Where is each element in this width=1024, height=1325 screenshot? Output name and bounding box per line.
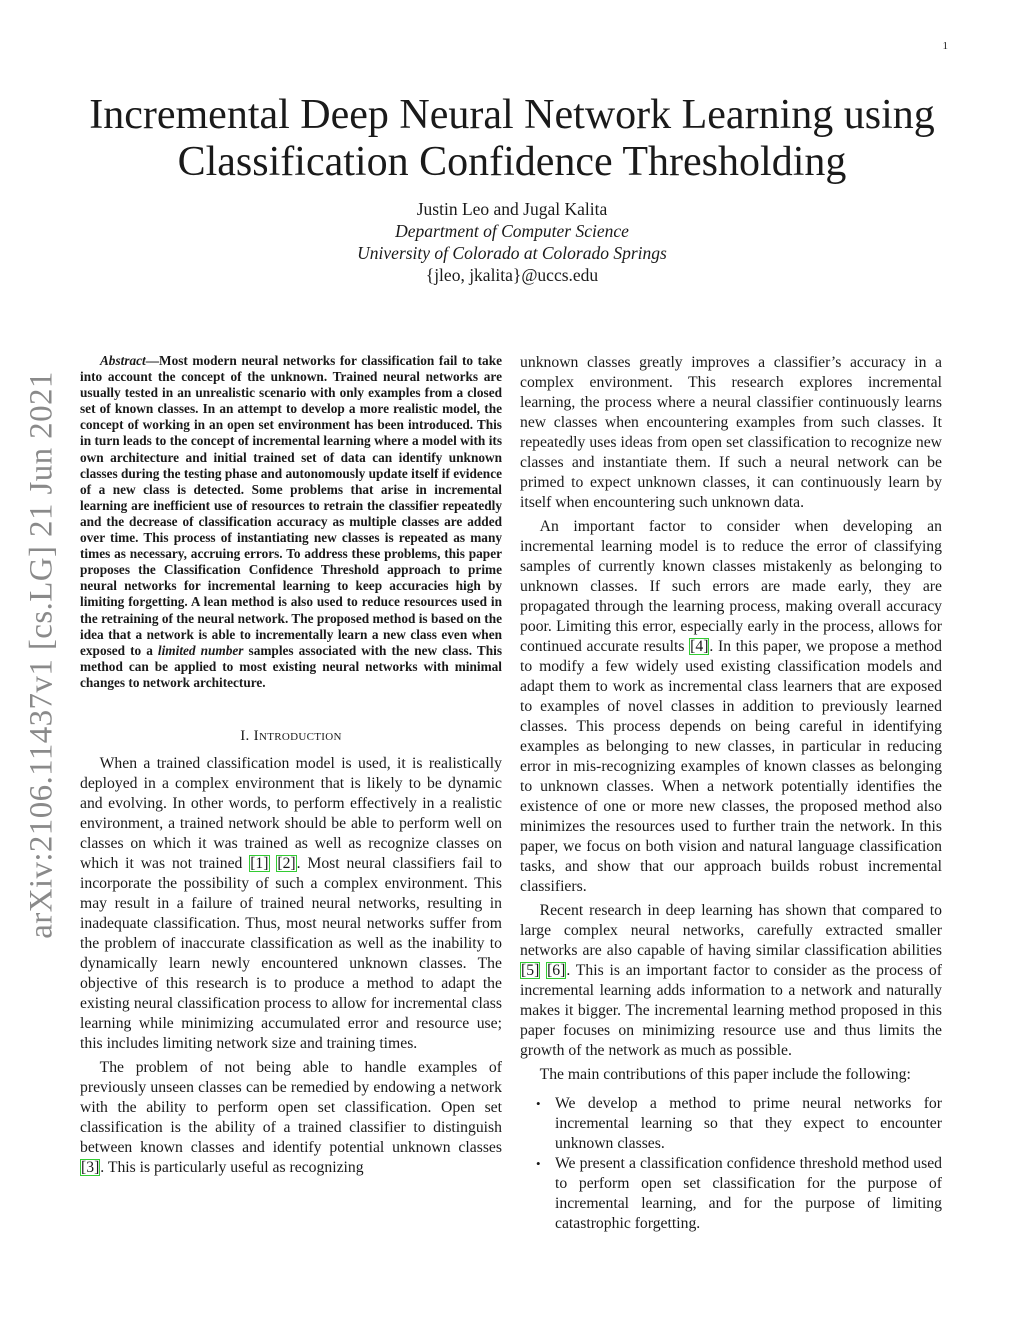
citation-link-1[interactable]: [1] bbox=[250, 854, 269, 872]
citation-link-3[interactable]: [3] bbox=[81, 1158, 100, 1176]
section-numeral: I. bbox=[240, 727, 254, 744]
citation-link-2[interactable]: [2] bbox=[277, 854, 296, 872]
citation-link-4[interactable]: [4] bbox=[690, 638, 709, 655]
bullet-icon: • bbox=[536, 1156, 541, 1171]
contribution-item bbox=[520, 1094, 942, 1154]
contribution-text: We develop a method to prime neural networks for incremental learning so that they expect to encounter unknown classes. bbox=[555, 1095, 942, 1152]
contributions-intro: The main contributions of this paper include the following: bbox=[539, 1066, 911, 1083]
author-block bbox=[212, 198, 812, 286]
abstract-text-1: —Most modern neural networks for classification fail to take into account the concept of the unknown. Trained neural networks are usually tested in an unrealistic scenario with only examples from a closed set of known classes. In an attempt to develop a more realistic model, the concept of working in an open set environment has been introduced. This in turn leads to the concept of incremental learning where a model with its own architecture and initial trained set of data can identify unknown classes during the testing phase and autonomously update itself if evidence of a new class is detected. Some problems that arise in incremental learning are inefficient use of resources to retrain the classifier repeatedly and the decrease of classification accuracy as multiple classes are added over time. This process of instantiating new classes is repeated as many times as necessary, accruing errors. To address these problems, this paper proposes the Classification Confidence Threshold approach to prime neural networks for incremental learning to keep accuracies high by limiting forgetting. A lean method is also used to reduce resources used in the retraining of the neural network. The proposed method is based on the idea that a network is able to incrementally learn a new class even when exposed to a bbox=[80, 353, 502, 658]
intro-p3-text-a: An important factor to consider when developing an incremental learning model is to reduce the error of classifying samples of currently known classes mistakenly as belonging to unknown classes. If such errors are made early, they are propagated through the learning process, making overall accuracy poor. Limiting this error, especially early in the process, allows for continued accurate results bbox=[520, 518, 942, 655]
author-university: University of Colorado at Colorado Springs bbox=[357, 243, 667, 263]
contributions-list bbox=[520, 1094, 942, 1234]
abstract-text-2: samples associated with the new class. This method can be applied to most existing neural networks with minimal changes to network architecture. bbox=[80, 642, 502, 690]
abstract bbox=[80, 353, 502, 691]
author-email: {jleo, jkalita}@uccs.edu bbox=[425, 265, 599, 285]
right-column bbox=[520, 353, 942, 1234]
intro-p3-text-b: . In this paper, we propose a method to modify a few widely used existing classification models and adapt them to work as incremental class learners that are exposed to examples of novel classes in addition to previously learned classes. This process depends on being careful in identifying examples as belonging to new classes, in particular in reducing error in mis-recognizing examples of known classes as belonging to unknown classes. When a network potentially identifies the existence of one or more new classes, the proposed method also minimizes the resources used to further train the network. In this paper, we focus on both vision and natural language classification tasks, and show that our approach builds robust incremental classifiers. bbox=[520, 638, 942, 895]
bullet-icon: • bbox=[536, 1096, 541, 1111]
left-column bbox=[80, 353, 502, 1178]
intro-paragraph-4 bbox=[520, 901, 942, 1061]
intro-paragraph-1 bbox=[80, 754, 502, 1054]
section-title: Introduction bbox=[253, 727, 342, 744]
intro-paragraph-3 bbox=[520, 517, 942, 897]
abstract-emphasis: limited number bbox=[157, 642, 244, 658]
intro-p1-text-a: When a trained classification model is used, it is realistically deployed in a complex environment that is likely to be dynamic and evolving. In other words, to perform effectively in a realistic environment, a trained network should be able to perform well on classes on which it was trained as well as recognize classes on which it was not trained bbox=[80, 754, 502, 872]
citation-link-5[interactable]: [5] bbox=[521, 962, 540, 979]
section-heading-introduction bbox=[80, 727, 502, 745]
intro-p1-text-b: . Most neural classifiers fail to incorporate the possibility of such a complex environment. This may result in a failure of trained neural networks, resulting in inadequate classification. Thus, most neural networks suffer from the problem of inaccurate classification as well as the inability to dynamically learn newly encountered unknown classes. The objective of this research is to produce a method to adapt the existing neural classification process to allow for incremental class learning while minimizing accumulated error and resource use; this includes limiting network size and training times. bbox=[80, 854, 502, 1052]
contribution-item bbox=[520, 1154, 942, 1234]
page-number: 1 bbox=[942, 40, 948, 52]
paper-title: Incremental Deep Neural Network Learning using Classification Confidence Thresholding bbox=[89, 92, 935, 185]
author-names: Justin Leo and Jugal Kalita bbox=[416, 199, 608, 219]
contribution-text: We present a classification confidence threshold method used to perform open set classification for the purpose of incremental learning, and for the purpose of limiting catastrophic forgetting. bbox=[555, 1155, 942, 1232]
author-department: Department of Computer Science bbox=[395, 221, 629, 241]
intro-p4-text-a: Recent research in deep learning has shown that compared to large complex neural networks, carefully extracted smaller networks are also capable of having similar classification abilities bbox=[520, 902, 942, 959]
intro-p4-text-b: . This is an important factor to consider as the process of incremental learning adds information to a network and naturally makes it bigger. The incremental learning method proposed in this paper focuses on minimizing resource use and thus limits the growth of the network as much as possible. bbox=[520, 962, 942, 1059]
intro-paragraph-2 bbox=[80, 1058, 502, 1178]
citation-link-6[interactable]: [6] bbox=[547, 962, 566, 979]
intro-p2-text-b: . This is particularly useful as recognizing bbox=[100, 1158, 364, 1176]
intro-paragraph-2-continued: unknown classes greatly improves a classifier’s accuracy in a complex environment. This research explores incremental learning, the process where a neural classifier continuously learns new classes when encountering examples from such classes. It repeatedly uses ideas from open set classification to recognize new classes and instantiate them. If such a neural network can be primed to expect unknown classes, it can continuously learn by itself when encountering such unknown data. bbox=[520, 354, 942, 511]
intro-p2-text-a: The problem of not being able to handle examples of previously unseen classes can be remedied by endowing a network with the ability to perform open set classification. Open set classification is the ability of a trained classifier to distinguish between known classes and identify potential unknown classes bbox=[80, 1058, 502, 1156]
abstract-label: Abstract bbox=[99, 353, 146, 368]
arxiv-identifier-text: arXiv:2106.11437v1 [cs.LG] 21 Jun 2021 bbox=[23, 371, 60, 939]
